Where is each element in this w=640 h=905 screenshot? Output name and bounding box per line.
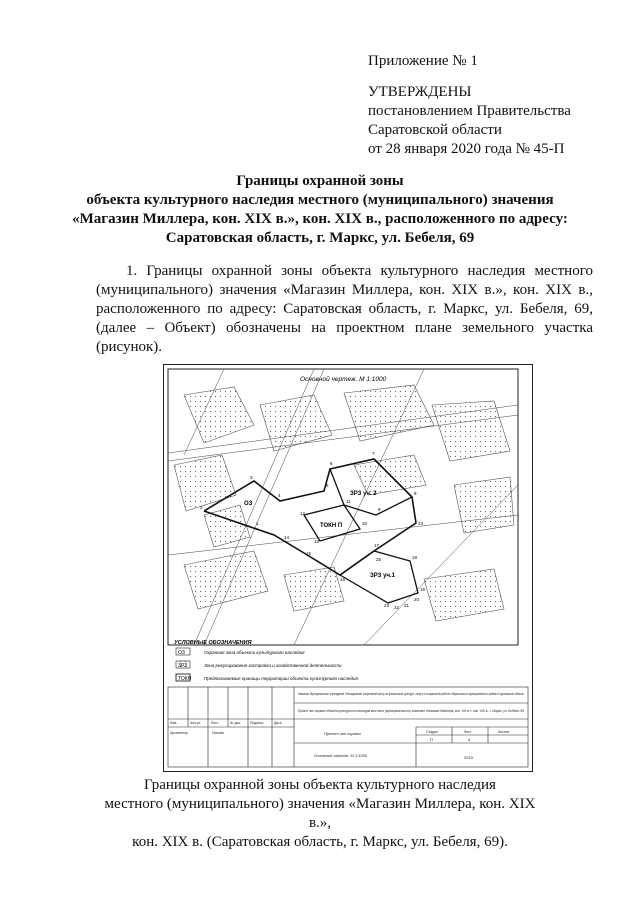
background-buildings — [174, 385, 514, 621]
figure-caption — [100, 776, 540, 852]
approved-line-1: постановлением Правительства — [368, 103, 571, 119]
stamp-col-4: № док. — [230, 721, 241, 725]
point-15: 15 — [306, 551, 312, 556]
caption-line-3: кон. XIX в. (Саратовская область, г. Маркс, ул. Бебеля, 69). — [132, 834, 508, 850]
title-line-2: объекта культурного наследия местного (муниципального) значения — [86, 192, 554, 208]
appendix-number: Приложение № 1 — [368, 53, 478, 69]
point-17: 17 — [374, 543, 380, 548]
legend-text-oz: Охранная зона объекта культурного наследия — [204, 650, 305, 655]
caption-line-2: местного (муниципального) значения «Магазин Миллера, кон. XIX в.», — [104, 796, 536, 831]
stamp-stage-header: Стадия — [426, 730, 438, 734]
point-2: 2 — [200, 505, 203, 510]
zone-labels — [244, 491, 396, 579]
stamp-col-5: Подпись — [250, 721, 264, 725]
point-20: 20 — [414, 597, 420, 602]
label-zrz2: ЗРЗ уч. 2 — [350, 491, 377, 497]
legend-text-zrz: Зона регулирования застройки и хозяйственной деятельности — [204, 663, 342, 668]
stamp-sheets-header: Листов — [498, 730, 510, 734]
stamp-col-6: Дата — [274, 721, 282, 725]
legend-code-tokn: ТОКН — [178, 676, 192, 682]
point-1: 1 — [256, 521, 259, 526]
legend-title: УСЛОВНЫЕ ОБОЗНАЧЕНИЯ — [174, 640, 252, 646]
point-5: 5 — [326, 483, 329, 488]
label-tokn: ТОКН П — [320, 523, 343, 529]
stamp-role: Архитектор — [170, 731, 188, 735]
stamp-col-3: Лист — [211, 721, 219, 725]
stamp-stage: П — [430, 737, 433, 742]
label-oz: ОЗ — [244, 501, 253, 507]
stamp-text — [170, 692, 524, 760]
stamp-sheet: 4 — [468, 737, 471, 742]
approved-line-3: от 28 января 2020 года № 45-П — [368, 141, 565, 157]
point-12: 12 — [300, 511, 306, 516]
stamp-sheet-title: Проект зон охраны — [324, 731, 362, 736]
point-22: 22 — [394, 605, 400, 610]
point-18: 18 — [412, 555, 418, 560]
point-19: 19 — [420, 587, 426, 592]
document-title — [60, 172, 580, 248]
caption-line-1: Границы охранной зоны объекта культурного наследия — [144, 777, 496, 793]
label-zrz1: ЗРЗ уч.1 — [370, 573, 395, 579]
stamp-year: 2019 — [464, 755, 473, 760]
point-7: 7 — [372, 451, 375, 456]
point-14: 14 — [284, 535, 290, 540]
stamp-col-2: Кол.уч. — [190, 721, 202, 725]
stamp-project: Проект зон охраны объекта культурного наследия местного (муниципального) значения «Магазин Миллера, кон. XIX в.», кон. XIX в., г. Маркс, ул. Бебеля, 69 — [298, 709, 525, 713]
drawing-header: Основной чертеж. М 1:1000 — [300, 376, 387, 383]
point-10: 10 — [362, 521, 368, 526]
title-line-1: Границы охранной зоны — [236, 173, 404, 189]
point-9: 9 — [378, 507, 381, 512]
legend-text-tokn: Предполагаемые границы территории объекта культурного наследия — [204, 676, 358, 681]
point-24: 24 — [418, 521, 424, 526]
approved-label: УТВЕРЖДЕНЫ — [368, 84, 472, 100]
point-8: 8 — [414, 491, 417, 496]
stamp-col-1: Изм. — [170, 721, 178, 725]
point-11: 11 — [346, 499, 351, 504]
stamp-drawing-name: Основной чертеж. М 1:1000 — [314, 753, 368, 758]
appendix-block — [368, 52, 571, 159]
title-line-4: Саратовская область, г. Маркс, ул. Бебеля, 69 — [165, 230, 475, 246]
body-paragraph: 1. Границы охранной зоны объекта культурного наследия местного (муниципального) значения «Магазин Миллера, кон. XIX в.», кон. XIX в., расположенного по адресу: Саратовская область, г. Маркс, ул. Бебеля, 69, (далее – Объект) обозначены на проектном плане земельного участка (рисунок). — [96, 263, 593, 355]
stamp-org: Заказчик: Муниципальное учреждение «Молодежный спортивный центр по физической культуре, спорту и социальной работе» Марксовского муниципального района Саратовской области — [298, 692, 525, 696]
point-23: 23 — [384, 603, 390, 608]
legend — [174, 640, 359, 682]
title-line-3: «Магазин Миллера, кон. XIX в.», кон. XIX в., расположенного по адресу: — [72, 211, 568, 227]
point-13: 13 — [314, 539, 320, 544]
point-21: 21 — [404, 603, 410, 608]
point-6: 6 — [330, 461, 333, 466]
legend-code-zrz: ЗРЗ — [178, 663, 188, 669]
legend-code-oz: ОЗ — [178, 650, 185, 656]
point-16: 16 — [340, 577, 346, 582]
site-plan-figure — [163, 364, 533, 772]
point-25: 25 — [376, 557, 382, 562]
point-4: 4 — [278, 493, 281, 498]
point-3: 3 — [250, 475, 253, 480]
stamp-sheet-header: Лист — [464, 730, 472, 734]
approved-line-2: Саратовской области — [368, 122, 502, 138]
stamp-name: Попова — [212, 731, 224, 735]
